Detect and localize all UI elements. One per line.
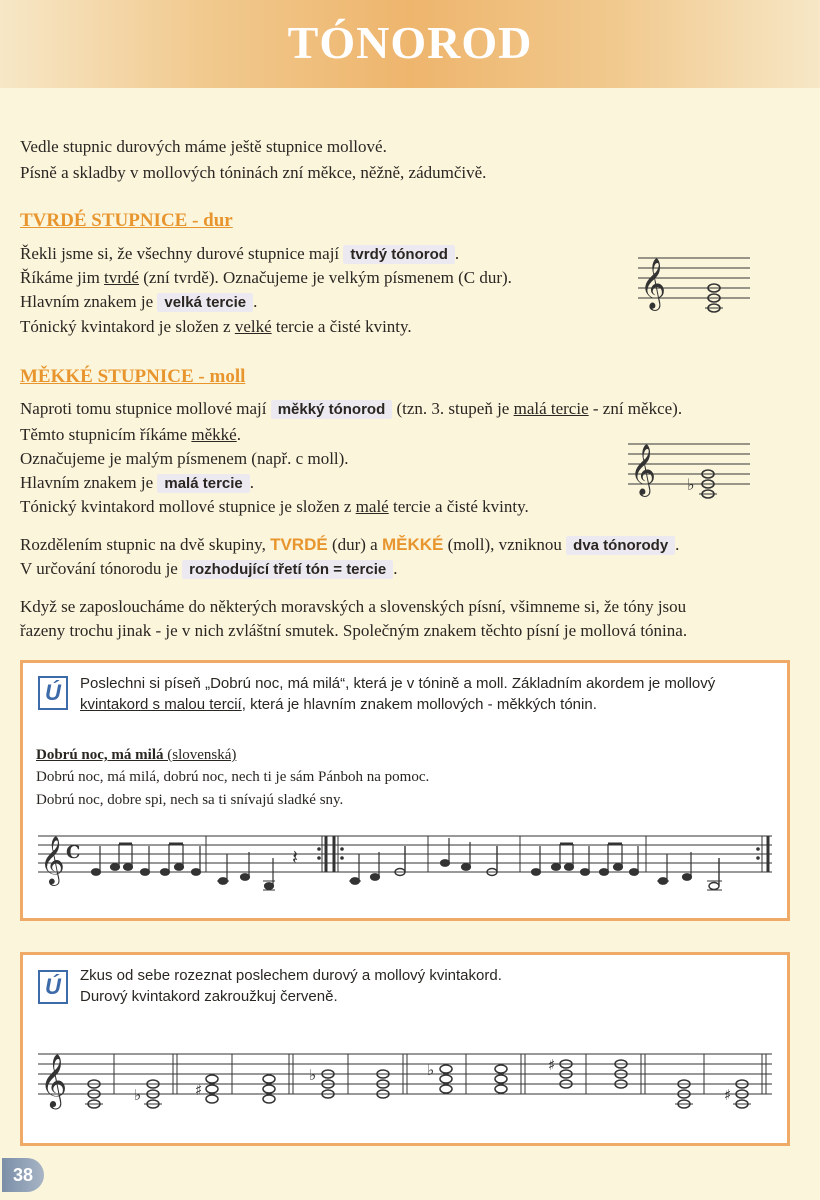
dur-line-4: Tónický kvintakord je složen z velké tercie a čisté kvinty. <box>20 317 412 336</box>
common-time-icon: C <box>66 842 81 863</box>
chord-exercise-staff <box>36 1040 774 1120</box>
folk-line-2: řazeny trochu jinak - je v nich zvláštní smutek. Společným znakem těchto písní je mollová tónina. <box>20 621 688 640</box>
moll-heading: MĚKKÉ STUPNICE - moll <box>20 366 246 387</box>
task2-line-1: Zkus od sebe rozeznat poslechem durový a mollový kvintakord. <box>80 967 502 984</box>
c-major-chord-staff <box>636 244 752 314</box>
task1-line-1: Poslechni si píseň „Dobrú noc, má milá“, která je v tónině a moll. Základním akordem je mollový <box>80 675 716 692</box>
folk-line-1: Když se zaposloucháme do některých moravských a slovenských písní, všimneme si, že tóny jsou <box>20 597 687 616</box>
flat-icon: ♭ <box>134 1086 142 1104</box>
sharp-icon: ♯ <box>724 1086 732 1104</box>
song-melody-staff <box>36 826 774 898</box>
flat-icon: ♭ <box>687 475 695 494</box>
treble-clef-icon: 𝄞 <box>640 258 667 309</box>
moll-line-4: Hlavním znakem je malá tercie . <box>20 473 255 492</box>
moll-line-1: Naproti tomu stupnice mollové mají měkký tónorod (tzn. 3. stupeň je malá tercie - zní měkce). <box>20 399 683 418</box>
page-number: 38 <box>2 1158 44 1192</box>
task1-line-2: kvintakord s malou tercií, která je hlavním znakem mollových - měkkých tónin. <box>80 696 597 713</box>
task2-line-2: Durový kvintakord zakroužkuj červeně. <box>80 988 338 1005</box>
treble-clef-icon: 𝄞 <box>630 444 657 495</box>
moll-line-5: Tónický kvintakord mollové stupnice je složen z malé tercie a čisté kvinty. <box>20 497 529 516</box>
song-title: Dobrú noc, má milá (slovenská) <box>36 747 237 763</box>
split-line-2: V určování tónorodu je rozhodující třetí tón = tercie . <box>20 559 398 578</box>
moll-line-2: Těmto stupnicím říkáme měkké. <box>20 425 241 444</box>
page-title: TÓNOROD <box>287 17 533 68</box>
treble-clef-icon: 𝄞 <box>40 1053 68 1107</box>
dur-line-1: Řekli jsme si, že všechny durové stupnice mají tvrdý tónorod . <box>20 244 460 263</box>
moll-line-3: Označujeme je malým písmenem (např. c moll). <box>20 449 349 468</box>
intro-line-1: Vedle stupnic durových máme ještě stupnice mollové. <box>20 137 387 156</box>
dur-line-3: Hlavním znakem je velká tercie . <box>20 292 258 311</box>
quarter-rest-icon: 𝄽 <box>292 845 299 869</box>
task-badge-1: Ú <box>38 676 68 710</box>
sharp-icon: ♯ <box>548 1056 556 1074</box>
dur-line-2: Říkáme jim tvrdé (zní tvrdě). Označujeme je velkým písmenem (C dur). <box>20 268 512 287</box>
sharp-icon: ♯ <box>195 1081 203 1099</box>
task-badge-2: Ú <box>38 970 68 1004</box>
split-line-1: Rozdělením stupnic na dvě skupiny, TVRDÉ (dur) a MĚKKÉ (moll), vzniknou dva tónorody . <box>20 535 680 554</box>
lyrics-line-1: Dobrú noc, má milá, dobrú noc, nech ti je sám Pánboh na pomoc. <box>36 769 430 785</box>
lyrics-line-2: Dobrú noc, dobre spi, nech sa ti snívajú sladké sny. <box>36 792 344 808</box>
treble-clef-icon: 𝄞 <box>40 835 65 884</box>
c-minor-chord-staff <box>626 432 752 502</box>
flat-icon: ♭ <box>309 1066 317 1084</box>
flat-icon: ♭ <box>427 1061 435 1079</box>
dur-heading: TVRDÉ STUPNICE - dur <box>20 210 233 231</box>
intro-line-2: Písně a skladby v mollových tóninách zní měkce, něžně, zádumčivě. <box>20 163 487 182</box>
